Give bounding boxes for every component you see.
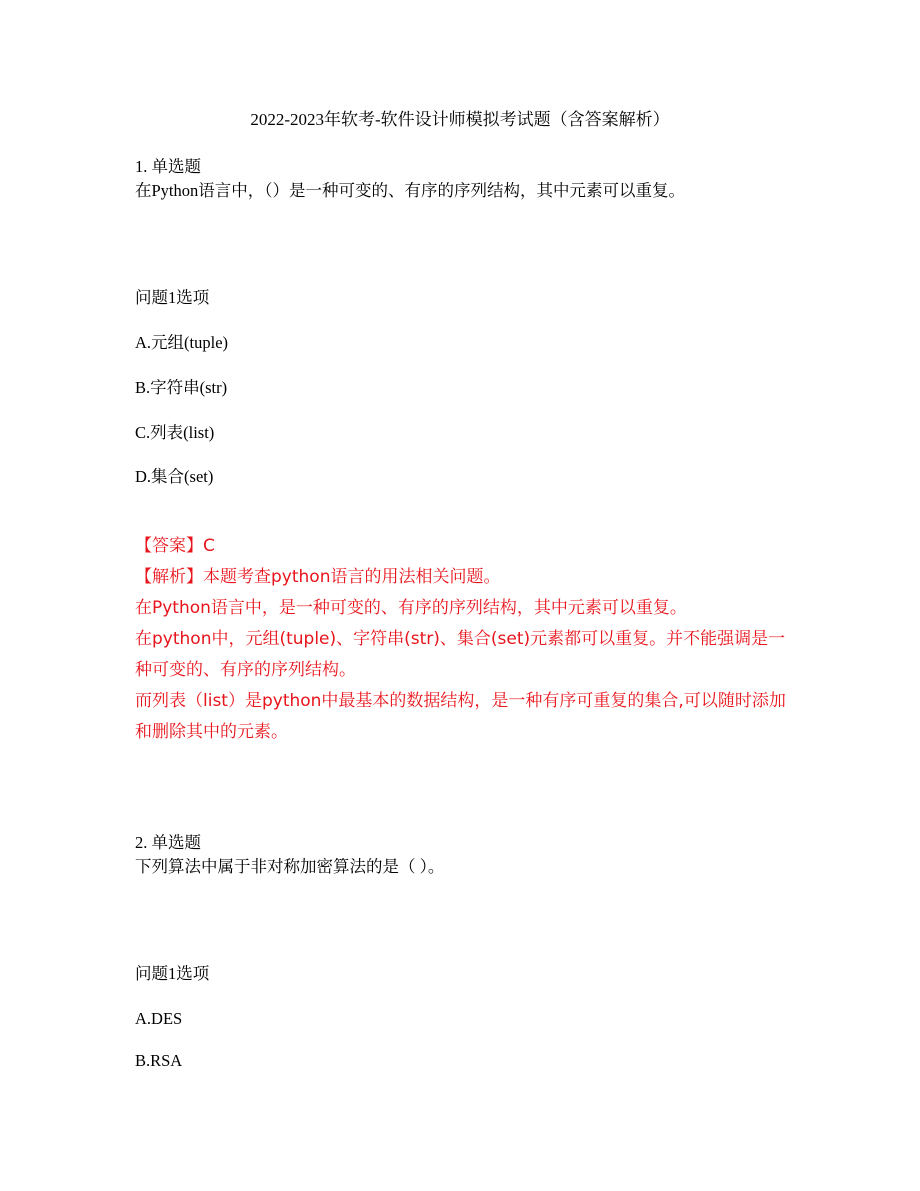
answer-analysis <box>135 531 795 748</box>
option-c: C.列表(list) <box>135 423 215 442</box>
question-type-label: 2. 单选题 <box>135 833 201 852</box>
option-a: A.元组(tuple) <box>135 333 229 352</box>
option-d: D.集合(set) <box>135 467 214 486</box>
option-a: A.DES <box>135 1009 183 1028</box>
options-heading: 问题1选项 <box>135 964 210 983</box>
analysis-line: 【解析】本题考查python语言的用法相关问题。 <box>135 567 501 587</box>
question-type-label: 1. 单选题 <box>135 157 201 176</box>
question-2 <box>135 831 795 1091</box>
analysis-line: 在Python语言中，是一种可变的、有序的序列结构，其中元素可以重复。 <box>135 598 687 618</box>
option-b: B.字符串(str) <box>135 378 228 397</box>
question-stem: 在Python语言中，（）是一种可变的、有序的序列结构，其中元素可以重复。 <box>135 181 686 200</box>
option-b: B.RSA <box>135 1051 183 1070</box>
analysis-line: 在python中，元组(tuple)、字符串(str)、集合(set)元素都可以重复。并不能强调是一种可变的、有序的序列结构。 <box>135 629 786 680</box>
question-1 <box>135 155 795 755</box>
options-heading: 问题1选项 <box>135 288 210 307</box>
analysis-line: 而列表（list）是python中最基本的数据结构，是一种有序可重复的集合,可以随时添加和删除其中的元素。 <box>135 691 786 742</box>
page-title: 2022-2023年软考-软件设计师模拟考试题（含答案解析） <box>250 110 670 129</box>
answer-label: 【答案】C <box>135 536 215 556</box>
question-stem: 下列算法中属于非对称加密算法的是（ ）。 <box>135 857 445 876</box>
